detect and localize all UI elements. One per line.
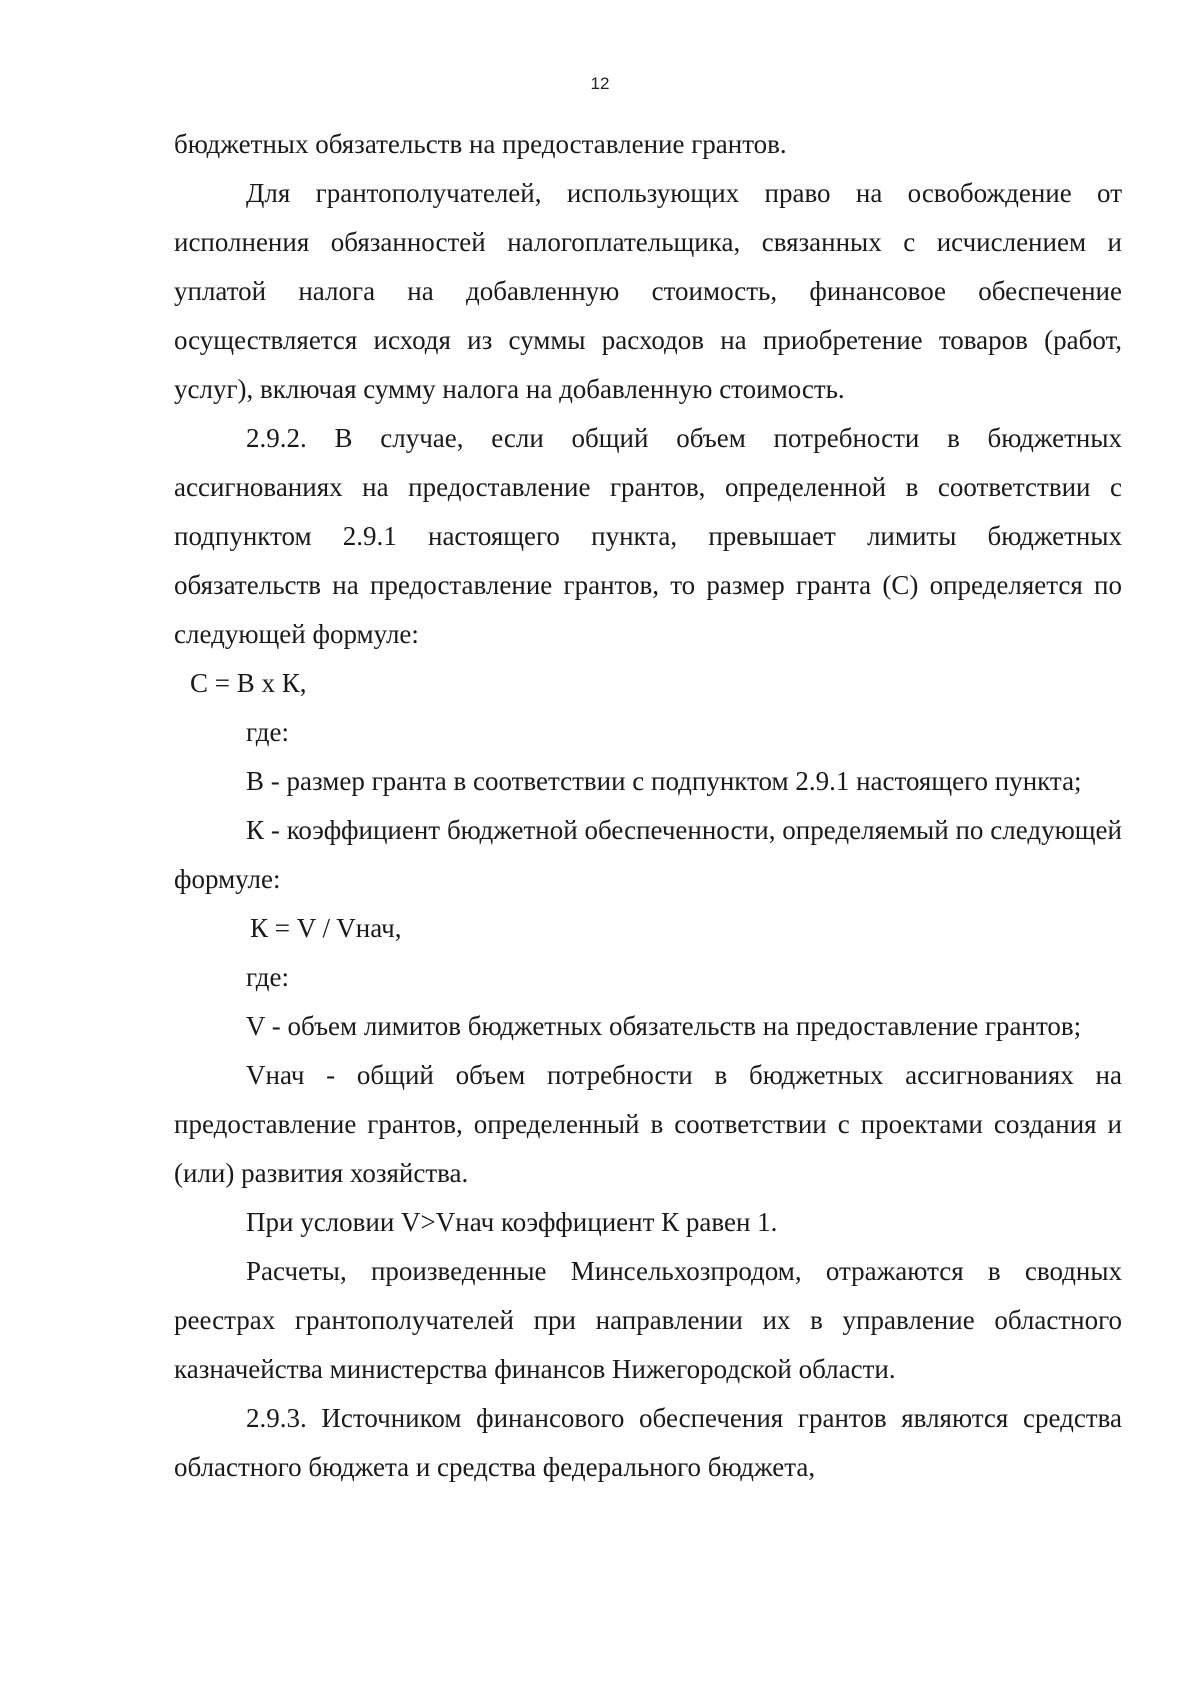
where-label: где: — [246, 962, 289, 992]
where-label: где: — [246, 717, 289, 747]
definition-k: К - коэффициент бюджетной обеспеченности, определяемый по следующей формуле: — [174, 815, 1122, 894]
definition-b: В - размер гранта в соответствии с подпунктом 2.9.1 настоящего пункта; — [246, 766, 1082, 796]
page-number: 12 — [590, 74, 610, 93]
definition-vnach: Vнач - общий объем потребности в бюджетных ассигнованиях на предоставление грантов, определенный в соответствии с проектами создания и (или) развития хозяйства. — [174, 1060, 1122, 1188]
formula-grant-size: С = В х К, — [190, 668, 307, 698]
document-body — [174, 120, 1122, 1492]
formula-coefficient: К = V / Vнач, — [250, 913, 402, 943]
condition-statement: При условии V>Vнач коэффициент К равен 1. — [246, 1207, 778, 1237]
paragraph-2-9-2: 2.9.2. В случае, если общий объем потребности в бюджетных ассигнованиях на предоставление грантов, определенной в соответствии с подпунктом 2.9.1 настоящего пункта, превышает лимиты бюджетных обязательств на предоставление грантов, то размер гранта (С) определяется по следующей формуле: — [174, 423, 1122, 649]
paragraph-vat-exemption: Для грантополучателей, использующих право на освобождение от исполнения обязанностей налогоплательщика, связанных с исчислением и уплатой налога на добавленную стоимость, финансовое обеспечение осуществляется исходя из суммы расходов на приобретение товаров (работ, услуг), включая сумму налога на добавленную стоимость. — [174, 178, 1122, 404]
definition-v: V - объем лимитов бюджетных обязательств на предоставление грантов; — [246, 1011, 1082, 1041]
paragraph-calculations: Расчеты, произведенные Минсельхозпродом, отражаются в сводных реестрах грантополучателей при направлении их в управление областного казначейства министерства финансов Нижегородской области. — [174, 1256, 1122, 1384]
paragraph-continuation: бюджетных обязательств на предоставление грантов. — [174, 129, 787, 159]
paragraph-2-9-3: 2.9.3. Источником финансового обеспечения грантов являются средства областного бюджета и средства федерального бюджета, — [174, 1403, 1122, 1482]
